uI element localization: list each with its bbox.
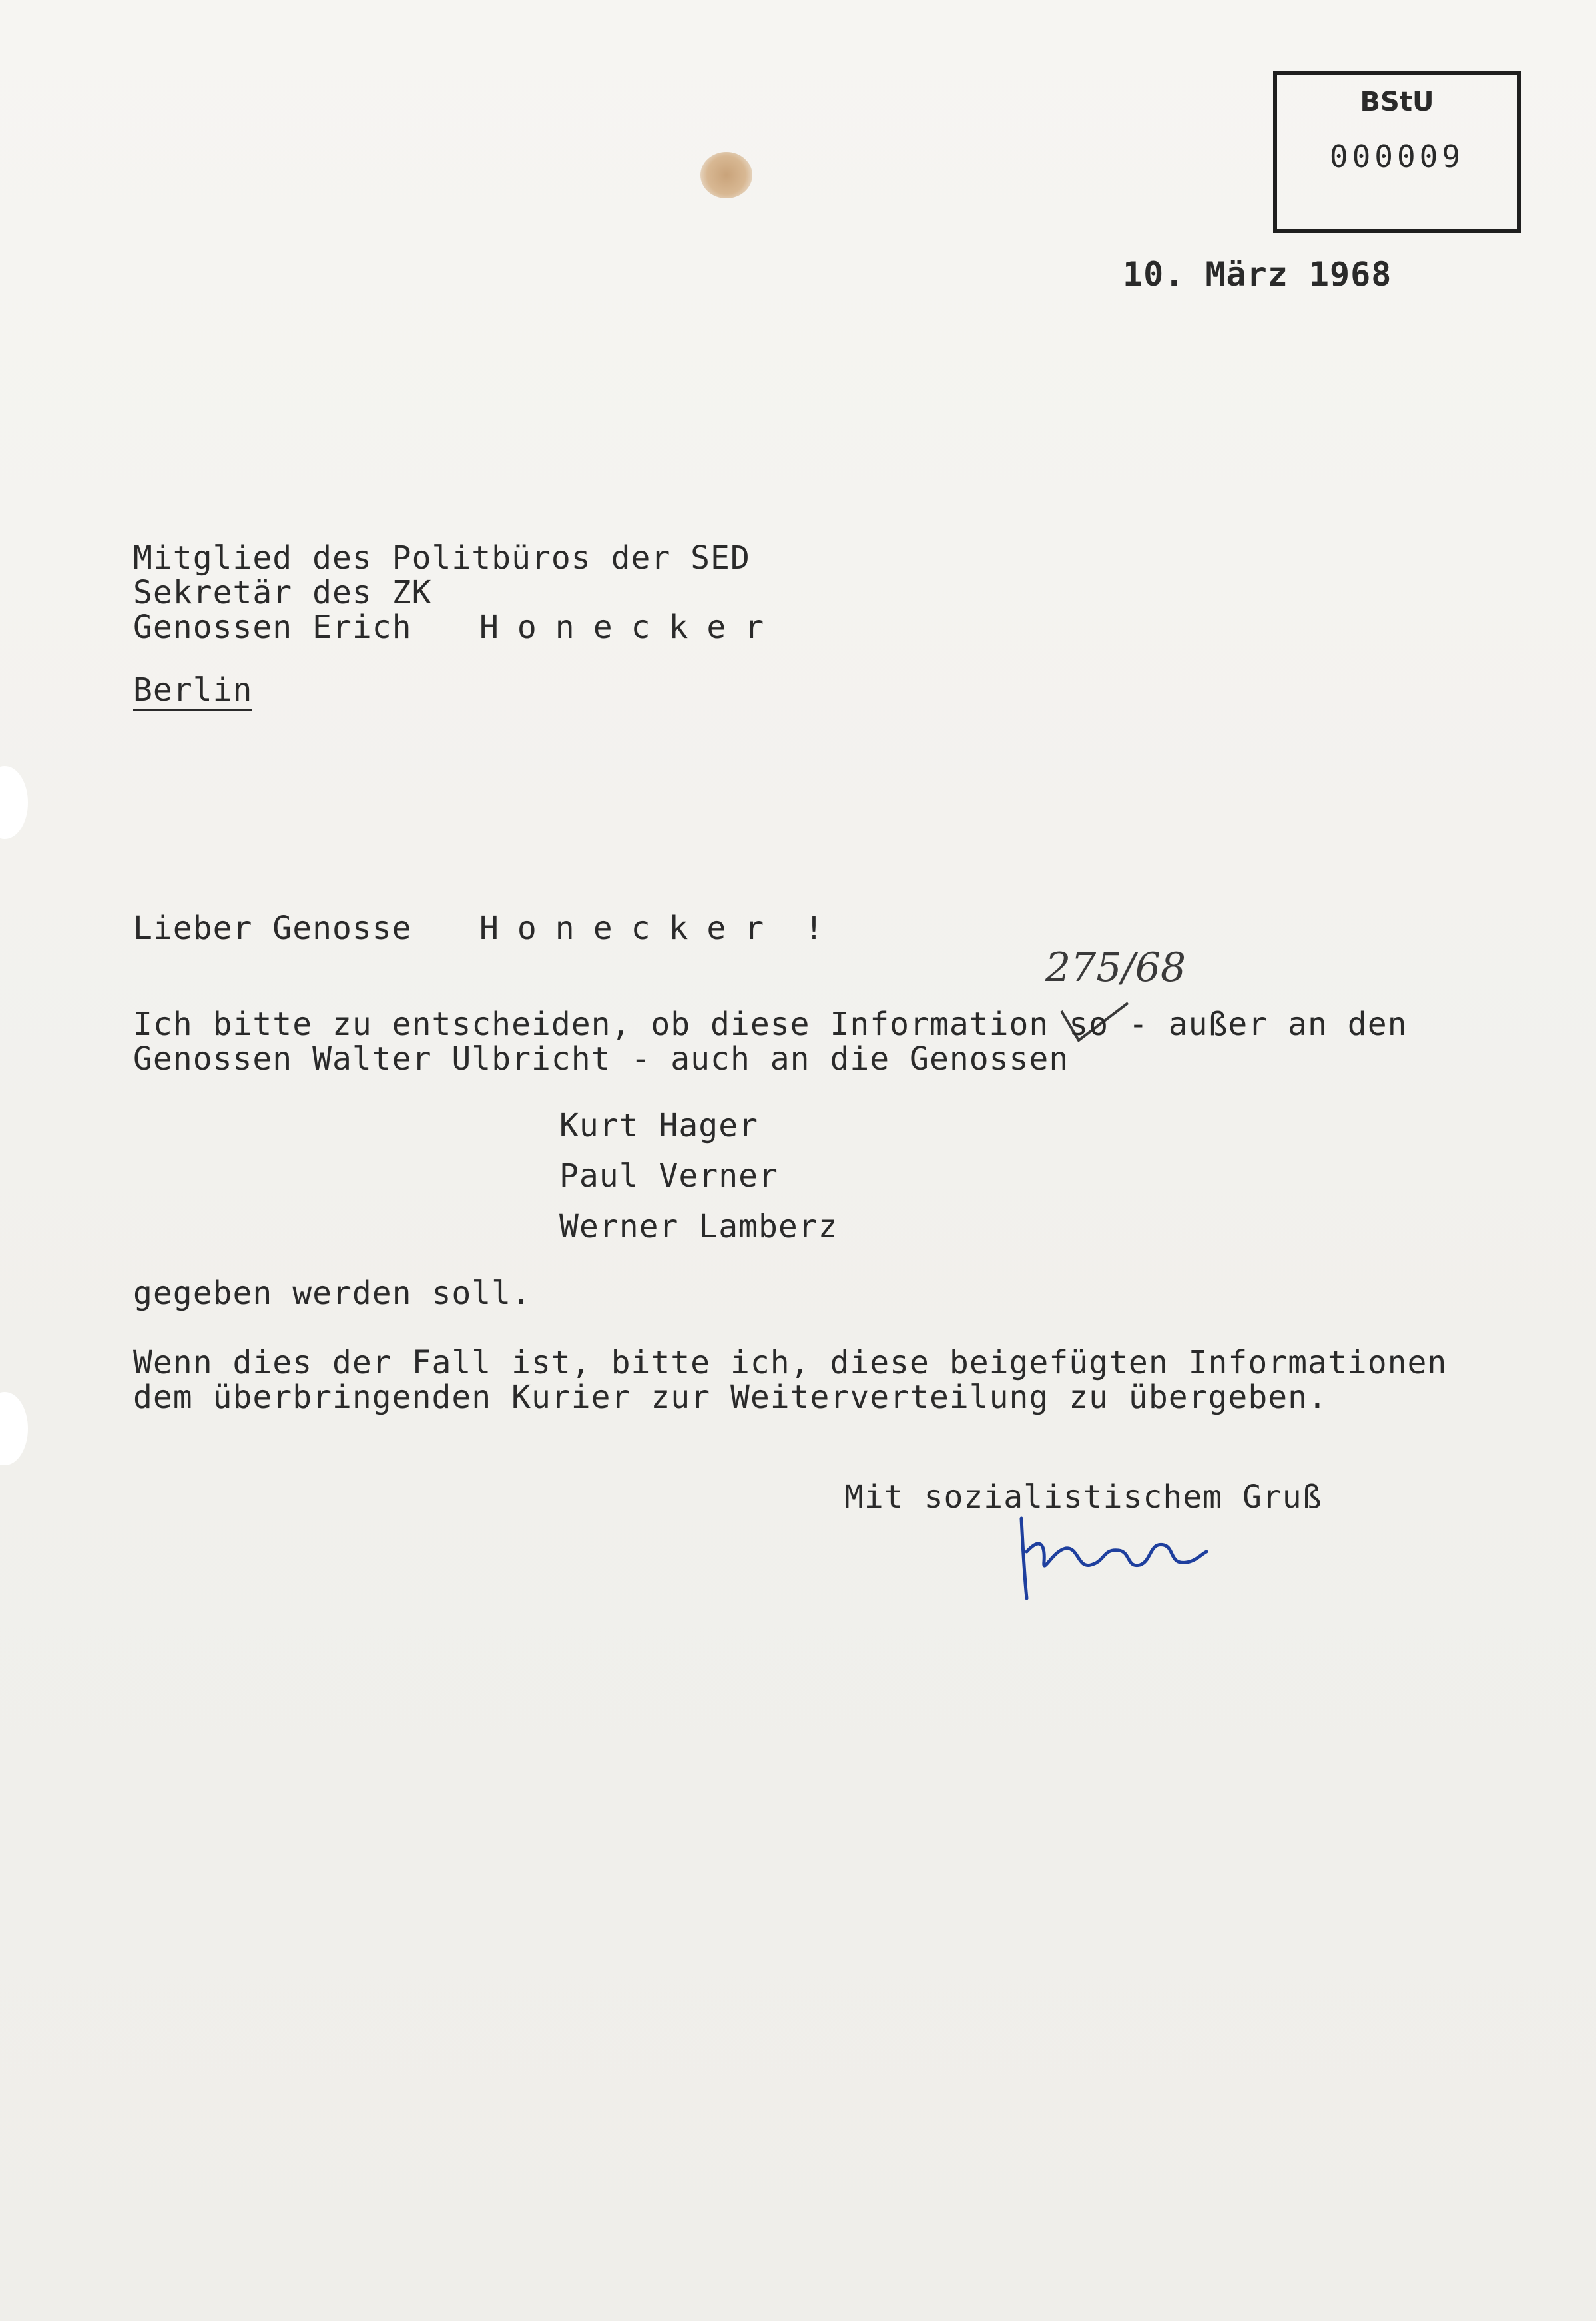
recipient-1: Kurt Hager <box>559 1107 758 1144</box>
body-paragraph-2-line-1: Wenn dies der Fall ist, bitte ich, diese beigefügten Informationen <box>133 1344 1448 1381</box>
salutation-suffix: ! <box>804 910 824 947</box>
address-line-2: Sekretär des ZK <box>133 574 432 611</box>
paper-stain <box>700 152 752 198</box>
salutation-name: Honecker <box>479 910 783 947</box>
archive-stamp <box>1273 71 1521 233</box>
handwritten-reference: 275/68 <box>1045 944 1187 991</box>
body-paragraph-1-end: gegeben werden soll. <box>133 1275 531 1312</box>
recipient-3: Werner Lamberz <box>559 1208 838 1245</box>
address-recipient-name: Honecker <box>479 609 783 646</box>
address-line-1: Mitglied des Politbüros der SED <box>133 539 750 577</box>
handwritten-signature <box>1012 1512 1212 1612</box>
punch-hole-bottom <box>0 1392 28 1465</box>
salutation-prefix: Lieber Genosse <box>133 910 412 947</box>
closing-greeting: Mit sozialistischem Gruß <box>844 1479 1322 1516</box>
stamp-number: 000009 <box>1329 139 1465 174</box>
address-city: Berlin <box>133 671 252 711</box>
punch-hole-top <box>0 766 28 839</box>
letter-date: 10. März 1968 <box>1123 255 1392 294</box>
body-paragraph-1-line-1: Ich bitte zu entscheiden, ob diese Information so - außer an den <box>133 1006 1408 1043</box>
body-paragraph-1-line-2: Genossen Walter Ulbricht - auch an die Genossen <box>133 1040 1069 1078</box>
stamp-label: BStU <box>1360 87 1434 117</box>
address-line-3-prefix: Genossen Erich <box>133 609 412 646</box>
body-paragraph-2-line-2: dem überbringenden Kurier zur Weiterverteilung zu übergeben. <box>133 1379 1328 1416</box>
recipient-2: Paul Verner <box>559 1158 778 1195</box>
